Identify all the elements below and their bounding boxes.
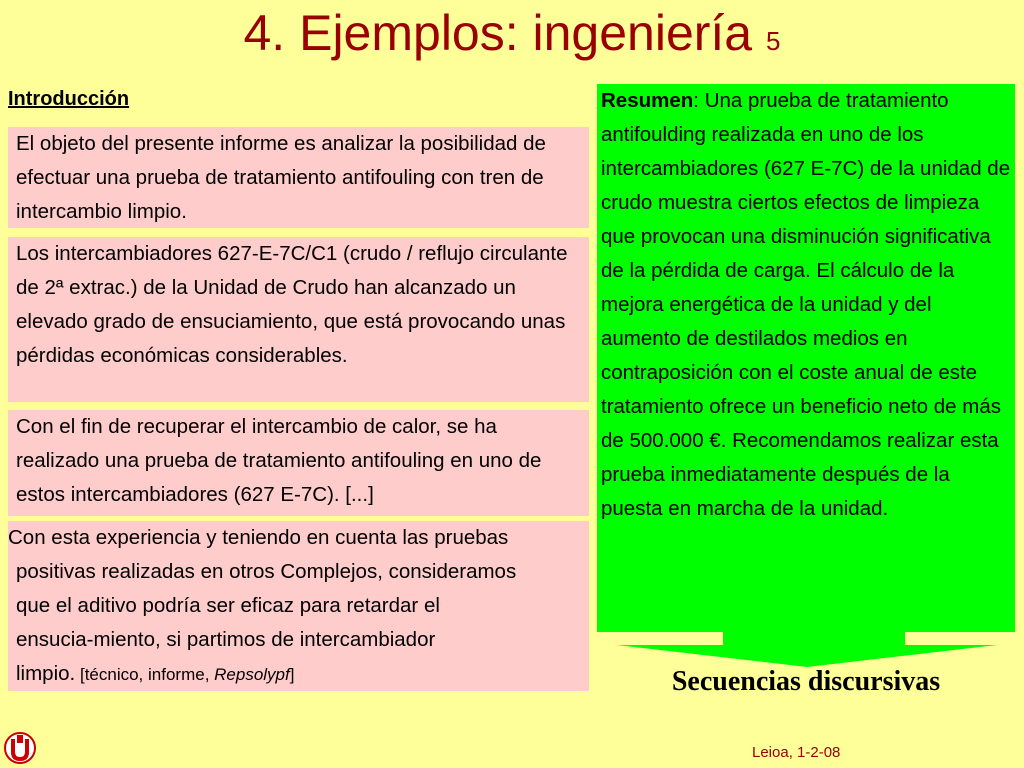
intro-paragraph-4: [8, 521, 589, 691]
citation-suffix: ]: [289, 665, 295, 684]
p4-line-2: positivas realizadas en otros Complejos, consideramos: [16, 560, 517, 583]
intro-paragraph-1: El objeto del presente informe es analizar la posibilidad de efectuar una prueba de tratamiento antifouling con tren de intercambio limpio.: [8, 127, 589, 228]
p4-line-5: [8, 657, 585, 692]
intro-paragraph-2: Los intercambiadores 627-E-7C/C1 (crudo / reflujo circulante de 2ª extrac.) de la Unidad de Crudo han alcanzado un elevado grado de ensuciamiento, que está provocando unas pérdidas económicas considerables.: [8, 237, 589, 402]
slide-number: 5: [766, 26, 781, 56]
slide-title-text: 4. Ejemplos: ingeniería: [243, 5, 753, 61]
citation-prefix: [técnico, informe,: [75, 665, 215, 684]
summary-label: Resumen: [601, 89, 694, 112]
introduction-heading: Introducción: [8, 88, 130, 110]
caption-secuencias: Secuencias discursivas: [671, 666, 941, 697]
p4-line-3: que el aditivo podría ser eficaz para retardar el: [16, 594, 440, 617]
citation-source: Repsolypf: [214, 665, 290, 684]
intro-paragraph-3: Con el fin de recuperar el intercambio de calor, se ha realizado una prueba de tratamiento antifouling en uno de estos intercambiadores (627 E-7C). [...]: [8, 410, 589, 516]
footer-date: Leioa, 1-2-08: [752, 744, 841, 761]
summary-text: Una prueba de tratamiento antifoulding realizada en uno de los intercambiadores (627 E-7C) de la unidad de crudo muestra ciertos efectos de limpieza que provocan una disminución significativa de la pérdida de carga. El cálculo de la mejora energética de la unidad y del aumento de destilados medios en contraposición con el coste anual de este tratamiento ofrece un beneficio neto de más de 500.000 €. Recomendamos realizar esta prueba inmediatamente después de la puesta en marcha de la unidad.: [601, 89, 1011, 520]
citation: [75, 665, 294, 684]
university-logo-icon: [2, 730, 38, 766]
slide-title: [0, 2, 1024, 72]
p4-line-4: ensucia-miento, si partimos de intercambiador: [16, 628, 436, 651]
p4-line-1: Con esta experiencia y teniendo en cuenta las pruebas: [8, 526, 509, 549]
summary-box: [597, 84, 1015, 632]
down-arrow-icon: [597, 631, 1017, 671]
p4-line-5-text: limpio.: [16, 662, 76, 685]
summary-separator: :: [693, 89, 705, 112]
